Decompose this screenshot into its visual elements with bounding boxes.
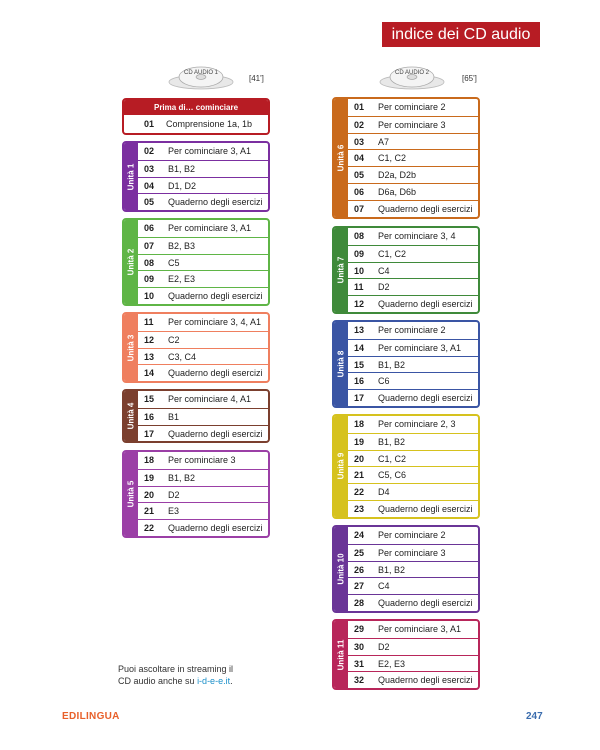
track-row xyxy=(348,655,478,673)
track-row xyxy=(138,408,268,426)
track-row xyxy=(138,220,268,237)
prima-block xyxy=(122,98,270,135)
track-number: 19 xyxy=(144,472,155,483)
track-label: D1, D2 xyxy=(168,180,197,191)
track-row xyxy=(138,193,268,211)
track-number: 11 xyxy=(144,317,154,327)
track-row xyxy=(348,483,478,501)
track-row xyxy=(138,348,268,366)
cd-disc-icon xyxy=(376,64,472,90)
track-row xyxy=(348,450,478,468)
unit-name: Unità 6 xyxy=(336,144,346,172)
unit-side-label xyxy=(124,391,138,441)
track-number: 17 xyxy=(144,428,155,439)
track-row xyxy=(138,469,268,487)
note-line1: Puoi ascoltare in streaming il xyxy=(118,664,234,674)
track-row xyxy=(348,527,478,544)
unit-name: Unità 9 xyxy=(336,453,346,480)
track-number: 10 xyxy=(354,265,365,276)
track-label: A7 xyxy=(378,136,390,147)
track-label: Comprensione 1a, 1b xyxy=(166,119,253,129)
track-label: D2a, D2b xyxy=(378,170,417,181)
track-row xyxy=(138,486,268,504)
track-row xyxy=(138,331,268,349)
track-label: E2, E3 xyxy=(378,658,406,669)
track-label: Per cominciare 3, A1 xyxy=(168,146,252,156)
unit-block xyxy=(332,414,480,519)
track-number: 28 xyxy=(354,598,365,609)
publisher-logo: EDILINGUA xyxy=(62,711,120,722)
track-label: Quaderno degli esercizi xyxy=(168,428,263,439)
track-row xyxy=(348,133,478,151)
track-label: Quaderno degli esercizi xyxy=(168,291,263,302)
unit-side-label xyxy=(334,99,348,217)
track-row xyxy=(348,416,478,433)
track-row xyxy=(348,356,478,374)
track-label: B1, B2 xyxy=(378,359,406,370)
track-row xyxy=(348,621,478,638)
track-row xyxy=(348,245,478,263)
track-number: 16 xyxy=(354,376,365,387)
track-number: 06 xyxy=(354,187,365,197)
track-label: Per cominciare 3 xyxy=(378,547,446,558)
track-number: 13 xyxy=(354,325,365,335)
unit-block xyxy=(332,97,480,219)
track-label: B1, B2 xyxy=(168,472,196,483)
track-row xyxy=(124,115,268,133)
track-label: C1, C2 xyxy=(378,248,407,259)
unit-name: Unità 2 xyxy=(126,248,136,276)
track-number: 12 xyxy=(354,299,365,310)
unit-block xyxy=(332,525,480,613)
track-number: 15 xyxy=(144,394,155,404)
cd2-duration: [65'] xyxy=(462,74,477,83)
unit-side-label xyxy=(124,314,138,381)
track-label: Per cominciare 2, 3 xyxy=(378,419,456,429)
track-row xyxy=(348,372,478,390)
track-row xyxy=(348,99,478,116)
track-label: Quaderno degli esercizi xyxy=(168,368,263,379)
track-row xyxy=(138,452,268,469)
track-label: D4 xyxy=(378,487,390,498)
track-label: Quaderno degli esercizi xyxy=(378,299,473,310)
track-number: 12 xyxy=(144,334,155,345)
track-label: C4 xyxy=(378,265,390,276)
unit-name: Unità 4 xyxy=(126,402,136,430)
track-label: C3, C4 xyxy=(168,351,197,362)
track-label: E3 xyxy=(168,506,180,517)
track-label: C1, C2 xyxy=(378,453,407,464)
track-row xyxy=(138,364,268,382)
unit-side-label xyxy=(334,416,348,517)
track-label: B1 xyxy=(168,411,180,422)
track-row xyxy=(138,143,268,160)
track-number: 26 xyxy=(354,564,365,575)
unit-block xyxy=(332,226,480,314)
track-row xyxy=(348,433,478,451)
track-row xyxy=(348,638,478,656)
track-number: 20 xyxy=(354,453,365,464)
track-label: Quaderno degli esercizi xyxy=(378,393,473,404)
track-row xyxy=(138,314,268,331)
track-label: B1, B2 xyxy=(378,564,406,575)
track-label: C5 xyxy=(168,257,180,268)
track-number: 15 xyxy=(354,359,365,370)
track-number: 18 xyxy=(144,455,155,465)
track-label: Per cominciare 3, A1 xyxy=(378,342,462,353)
unit-block xyxy=(122,450,270,538)
track-label: Per cominciare 3, A1 xyxy=(378,624,462,634)
track-row xyxy=(348,561,478,579)
unit-name: Unità 7 xyxy=(336,256,346,284)
track-number: 07 xyxy=(354,203,365,214)
track-label: Per cominciare 4, A1 xyxy=(168,394,252,404)
track-row xyxy=(348,149,478,167)
track-label: Quaderno degli esercizi xyxy=(168,523,263,534)
unit-side-label xyxy=(124,452,138,536)
track-number: 16 xyxy=(144,411,155,422)
track-row xyxy=(138,287,268,305)
unit-side-label xyxy=(334,322,348,406)
unit-name: Unità 8 xyxy=(336,350,346,378)
track-number: 20 xyxy=(144,489,155,500)
track-number: 23 xyxy=(354,504,365,514)
note-line2-prefix: CD audio anche su xyxy=(118,676,198,686)
track-number: 13 xyxy=(144,351,155,362)
track-number: 32 xyxy=(354,675,365,686)
unit-side-label xyxy=(124,143,138,210)
track-row xyxy=(348,200,478,218)
track-row xyxy=(348,183,478,201)
track-row xyxy=(138,502,268,520)
track-number: 24 xyxy=(354,530,365,540)
track-label: Per cominciare 3, 4 xyxy=(378,231,456,241)
track-label: C5, C6 xyxy=(378,470,407,481)
track-row xyxy=(138,519,268,537)
track-label: B1, B2 xyxy=(378,436,406,447)
page-number: 247 xyxy=(526,711,543,722)
track-label: Per cominciare 3, A1 xyxy=(168,223,252,233)
track-row xyxy=(348,166,478,184)
track-label: Per cominciare 2 xyxy=(378,530,446,540)
track-row xyxy=(348,389,478,407)
track-row xyxy=(138,391,268,408)
cd-disc-icon xyxy=(165,64,261,90)
track-label: B2, B3 xyxy=(168,240,196,251)
track-label: Quaderno degli esercizi xyxy=(378,203,473,214)
track-row xyxy=(348,228,478,245)
track-label: Quaderno degli esercizi xyxy=(168,197,263,208)
track-row xyxy=(138,160,268,178)
track-number: 21 xyxy=(144,506,155,517)
track-number: 02 xyxy=(144,146,155,156)
track-number: 17 xyxy=(354,393,365,404)
unit-name: Unità 1 xyxy=(126,163,136,190)
track-number: 06 xyxy=(144,223,155,233)
track-label: B1, B2 xyxy=(168,163,196,174)
streaming-link[interactable]: i-d-e-e.it xyxy=(197,676,231,686)
track-label: Quaderno degli esercizi xyxy=(378,598,473,609)
note-line2-suffix: . xyxy=(230,676,233,686)
track-row xyxy=(138,270,268,288)
unit-name: Unità 11 xyxy=(336,639,346,670)
cd2-header xyxy=(376,64,486,90)
track-number: 01 xyxy=(354,102,365,112)
track-number: 11 xyxy=(354,282,364,293)
track-number: 03 xyxy=(144,163,155,174)
unit-block xyxy=(122,312,270,383)
track-number: 14 xyxy=(354,342,365,353)
unit-side-label xyxy=(334,621,348,688)
track-row xyxy=(348,278,478,296)
track-number: 07 xyxy=(144,240,155,251)
track-number: 08 xyxy=(144,257,155,268)
track-row xyxy=(348,295,478,313)
track-number: 18 xyxy=(354,419,365,429)
track-number: 31 xyxy=(354,658,365,669)
track-number: 02 xyxy=(354,119,365,130)
track-label: Per cominciare 2 xyxy=(378,102,446,112)
track-label: C2 xyxy=(168,334,180,345)
track-label: Per cominciare 2 xyxy=(378,325,446,335)
track-row xyxy=(348,322,478,339)
track-number: 01 xyxy=(144,119,155,129)
track-number: 10 xyxy=(144,291,155,302)
track-number: 19 xyxy=(354,436,365,447)
prima-title: Prima di… cominciare xyxy=(124,100,268,115)
track-number: 08 xyxy=(354,231,365,241)
track-label: C4 xyxy=(378,581,390,592)
cd2-label: CD AUDIO 2 xyxy=(394,70,430,76)
unit-side-label xyxy=(334,228,348,312)
streaming-note xyxy=(118,663,278,687)
track-row xyxy=(348,262,478,280)
track-row xyxy=(138,237,268,255)
track-label: C6 xyxy=(378,376,390,387)
track-row xyxy=(348,671,478,689)
track-row xyxy=(348,116,478,134)
track-number: 04 xyxy=(144,180,155,191)
track-label: Quaderno degli esercizi xyxy=(378,675,473,686)
track-label: D2 xyxy=(378,282,390,293)
track-row xyxy=(138,177,268,195)
track-number: 09 xyxy=(354,248,365,259)
unit-name: Unità 10 xyxy=(336,553,346,585)
track-row xyxy=(348,544,478,562)
track-number: 21 xyxy=(354,470,365,481)
track-label: Per cominciare 3 xyxy=(168,455,236,465)
track-row xyxy=(348,466,478,484)
track-row xyxy=(138,254,268,272)
unit-side-label xyxy=(334,527,348,611)
track-label: D2 xyxy=(378,641,390,652)
track-number: 03 xyxy=(354,136,365,147)
track-row xyxy=(138,425,268,443)
track-row xyxy=(348,339,478,357)
track-label: D6a, D6b xyxy=(378,187,417,197)
unit-block xyxy=(122,389,270,443)
track-label: Per cominciare 3 xyxy=(378,119,446,130)
track-number: 04 xyxy=(354,153,365,164)
track-label: Quaderno degli esercizi xyxy=(378,504,473,514)
section-title: indice dei CD audio xyxy=(382,22,540,47)
track-label: C1, C2 xyxy=(378,153,407,164)
track-number: 14 xyxy=(144,368,155,379)
track-number: 22 xyxy=(144,523,155,534)
track-row xyxy=(348,594,478,612)
track-number: 09 xyxy=(144,274,155,285)
unit-name: Unità 3 xyxy=(126,334,136,361)
track-label: Per cominciare 3, 4, A1 xyxy=(168,317,262,327)
track-row xyxy=(348,500,478,518)
track-label: D2 xyxy=(168,489,180,500)
unit-block xyxy=(332,320,480,408)
track-row xyxy=(348,577,478,595)
track-number: 27 xyxy=(354,581,365,592)
cd1-header xyxy=(165,64,275,90)
track-number: 30 xyxy=(354,641,365,652)
unit-side-label xyxy=(124,220,138,304)
track-number: 05 xyxy=(354,170,365,181)
track-number: 22 xyxy=(354,487,365,498)
unit-block xyxy=(332,619,480,690)
unit-name: Unità 5 xyxy=(126,480,136,508)
track-label: E2, E3 xyxy=(168,274,196,285)
unit-block xyxy=(122,141,270,212)
track-number: 05 xyxy=(144,197,155,208)
track-number: 29 xyxy=(354,624,365,634)
track-number: 25 xyxy=(354,547,365,558)
cd1-duration: [41'] xyxy=(249,74,264,83)
unit-block xyxy=(122,218,270,306)
cd1-label: CD AUDIO 1 xyxy=(183,70,219,76)
